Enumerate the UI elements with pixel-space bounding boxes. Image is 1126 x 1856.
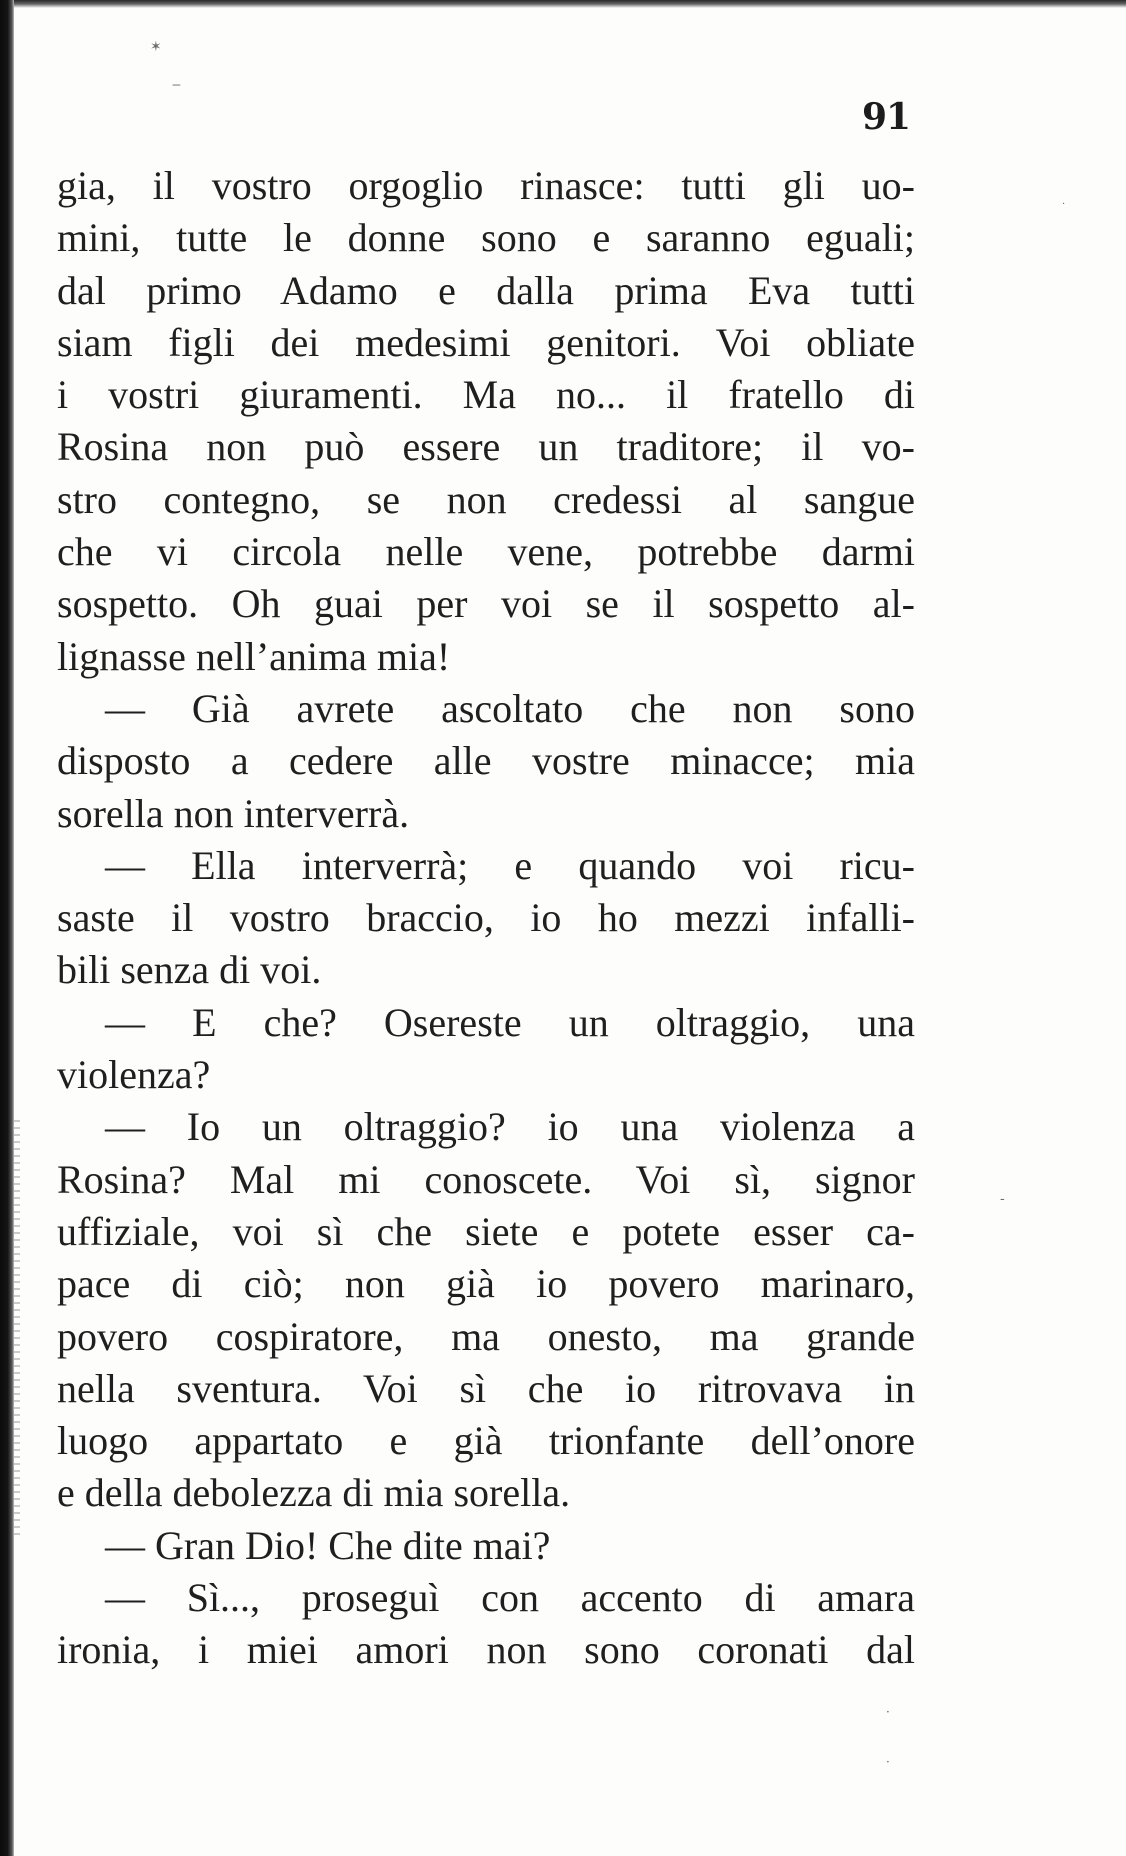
binding-spine-shadow <box>0 0 14 1856</box>
print-speck: ‒ <box>172 77 181 93</box>
text-line: — E che? Osereste un oltraggio, una <box>105 999 915 1045</box>
text-line: saste il vostro braccio, io ho mezzi infalli- <box>57 895 915 941</box>
text-line: pace di ciò; non già io povero marinaro, <box>57 1261 915 1307</box>
text-line: — Ella interverrà; e quando voi ricu- <box>105 842 915 888</box>
text-line: violenza? <box>57 1052 211 1098</box>
text-line: che vi circola nelle vene, potrebbe darmi <box>57 529 915 575</box>
text-line: siam figli dei medesimi genitori. Voi obliate <box>57 319 915 365</box>
text-line: stro contegno, se non credessi al sangue <box>57 476 915 522</box>
text-line: uffiziale, voi sì che siete e potete esser ca- <box>57 1208 915 1254</box>
text-line: luogo appartato e già trionfante dell’onore <box>57 1418 915 1464</box>
text-line: e della debolezza di mia sorella. <box>57 1470 571 1516</box>
text-line: ironia, i miei amori non sono coronati dal <box>57 1627 915 1673</box>
text-line: Rosina non può essere un traditore; il vo- <box>57 424 915 470</box>
text-line: disposto a cedere alle vostre minacce; mia <box>57 738 915 784</box>
text-line: gia, il vostro orgoglio rinasce: tutti gli uo- <box>57 163 915 208</box>
text-line: i vostri giuramenti. Ma no... il fratello di <box>57 372 915 418</box>
text-line: — Sì..., proseguì con accento di amara <box>105 1575 915 1621</box>
text-line: — Gran Dio! Che dite mai? <box>105 1522 551 1568</box>
print-speck: · <box>1062 199 1066 210</box>
text-line: — Io un oltraggio? io una violenza a <box>105 1104 915 1150</box>
top-edge-shadow <box>0 0 1126 8</box>
text-line: sospetto. Oh guai per voi se il sospetto al- <box>57 581 915 627</box>
print-speck: · <box>886 1755 890 1769</box>
text-line: nella sventura. Voi sì che io ritrovava in <box>57 1365 915 1411</box>
page-number: 91 <box>862 96 911 138</box>
body-text <box>57 160 915 1677</box>
text-line: — Già avrete ascoltato che non sono <box>105 685 915 731</box>
text-line: povero cospiratore, ma onesto, ma grande <box>57 1313 915 1359</box>
text-line: mini, tutte le donne sono e saranno eguali; <box>57 215 915 261</box>
print-speck: · <box>886 1705 890 1719</box>
spine-speckle <box>14 1120 20 1540</box>
text-line: sorella non interverrà. <box>57 790 410 836</box>
text-line: Rosina? Mal mi conoscete. Voi sì, signor <box>57 1156 915 1202</box>
text-line: dal primo Adamo e dalla prima Eva tutti <box>57 267 915 313</box>
text-line: lignasse nell’anima mia! <box>57 633 451 679</box>
text-line: bili senza di voi. <box>57 947 322 993</box>
print-speck: ✶ <box>150 39 162 55</box>
print-speck: - <box>1000 1191 1005 1207</box>
